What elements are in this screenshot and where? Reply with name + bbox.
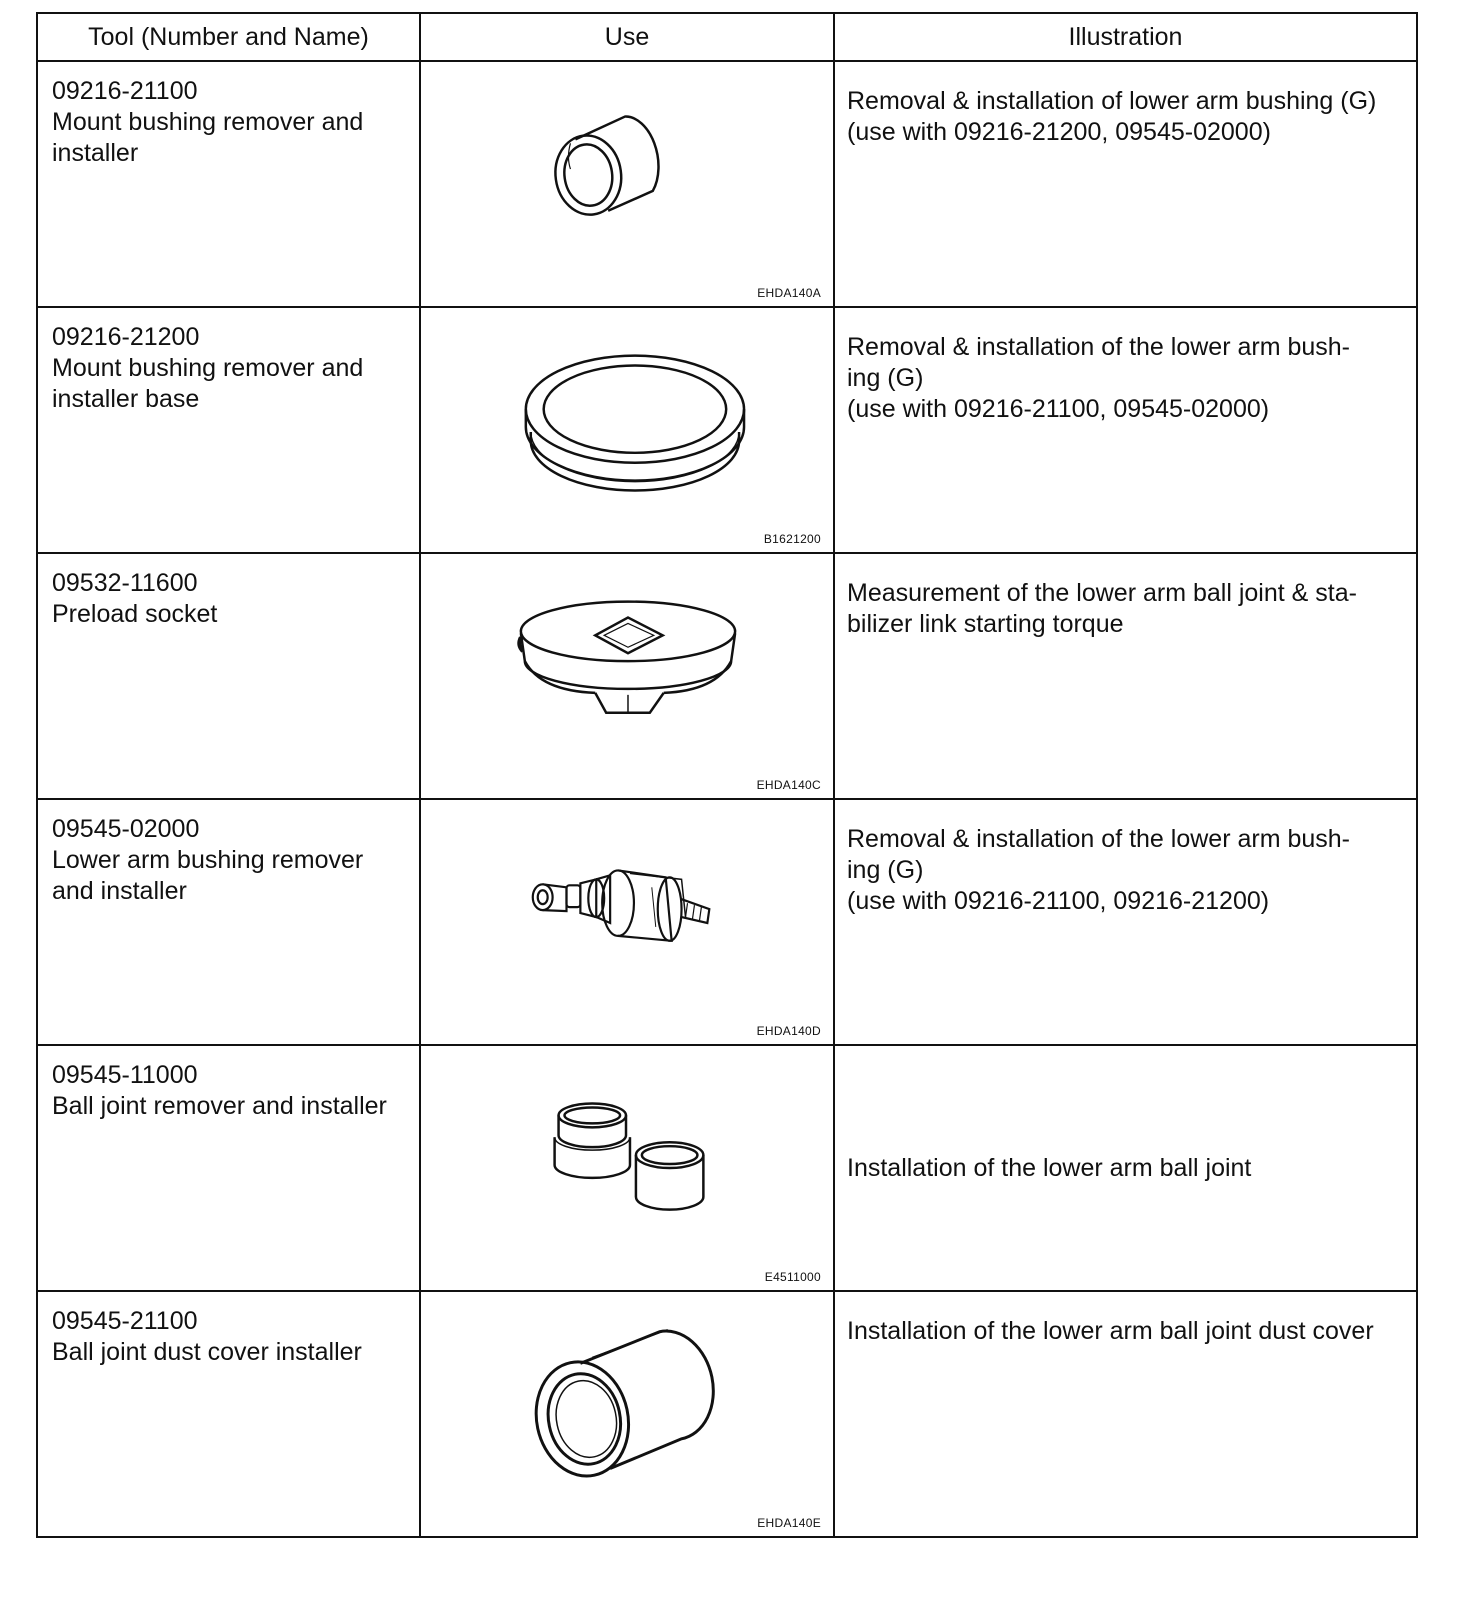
tool-cell [37, 1045, 420, 1291]
header-illustration: Illustration [834, 13, 1417, 61]
tool-name-line: and installer [52, 877, 187, 905]
description-line: Removal & installation of the lower arm bush- [847, 333, 1351, 361]
description-line: Installation of the lower arm ball joint dust cover [847, 1317, 1374, 1345]
illustration-cell [834, 553, 1417, 799]
description-line: Installation of the lower arm ball joint [847, 1153, 1252, 1182]
bushing-puller-icon [421, 800, 833, 1044]
table-row [37, 1045, 1417, 1291]
tool-number: 09545-02000 [52, 815, 200, 843]
tool-name-line: Mount bushing remover and [52, 108, 364, 136]
tool-image-cell [420, 799, 834, 1045]
table-row [37, 553, 1417, 799]
description-line: ing (G) [847, 364, 924, 392]
image-code: EHDA140C [756, 778, 821, 792]
tool-number: 09532-11600 [52, 569, 198, 597]
table-row [37, 61, 1417, 307]
special-tools-table [36, 12, 1418, 1538]
tool-number: 09216-21200 [52, 323, 200, 351]
description-line: Removal & installation of lower arm bushing (G) [847, 87, 1377, 115]
tool-cell [37, 61, 420, 307]
tool-image-cell [420, 61, 834, 307]
illustration-cell [834, 799, 1417, 1045]
illustration-cell [834, 307, 1417, 553]
table-row [37, 799, 1417, 1045]
description-line: Measurement of the lower arm ball joint & sta- [847, 579, 1357, 607]
header-row [37, 13, 1417, 61]
illustration-cell [834, 1291, 1417, 1537]
illustration-cell [834, 1045, 1417, 1291]
table-row [37, 1291, 1417, 1537]
tool-number: 09545-11000 [52, 1061, 198, 1089]
tool-name-line: Ball joint dust cover installer [52, 1338, 362, 1366]
preload-socket-icon [421, 554, 833, 798]
tool-name-line: Preload socket [52, 600, 218, 628]
description-line: (use with 09216-21100, 09216-21200) [847, 887, 1270, 915]
image-code: EHDA140A [757, 286, 821, 300]
tool-name-line: installer [52, 139, 139, 167]
header-tool: Tool (Number and Name) [37, 13, 420, 61]
table-row [37, 307, 1417, 553]
description-line: bilizer link starting torque [847, 610, 1124, 638]
image-code: B1621200 [763, 532, 821, 546]
tool-number: 09545-21100 [52, 1307, 198, 1335]
tool-cell [37, 553, 420, 799]
tool-cell [37, 1291, 420, 1537]
illustration-cell [834, 61, 1417, 307]
bushing-sleeve-icon [421, 62, 833, 306]
tool-cell [37, 307, 420, 553]
tool-image-cell [420, 1045, 834, 1291]
header-use: Use [420, 13, 834, 61]
tool-image-cell [420, 307, 834, 553]
description-line: ing (G) [847, 856, 924, 884]
tool-name-line: Lower arm bushing remover [52, 846, 364, 874]
image-code: EHDA140E [757, 1516, 821, 1530]
dust-cover-installer-icon [421, 1292, 833, 1536]
image-code: E4511000 [764, 1270, 821, 1284]
installer-base-ring-icon [421, 308, 833, 552]
tool-cell [37, 799, 420, 1045]
image-code: EHDA140D [756, 1024, 821, 1038]
tool-name-line: Mount bushing remover and [52, 354, 364, 382]
description-line: Removal & installation of the lower arm bush- [847, 825, 1351, 853]
tool-name-line: installer base [52, 385, 200, 413]
tool-name-line: Ball joint remover and installer [52, 1092, 387, 1120]
tool-image-cell [420, 1291, 834, 1537]
tool-number: 09216-21100 [52, 77, 198, 105]
ball-joint-cups-icon [421, 1046, 833, 1290]
tool-image-cell [420, 553, 834, 799]
description-line: (use with 09216-21200, 09545-02000) [847, 118, 1271, 146]
description-line: (use with 09216-21100, 09545-02000) [847, 395, 1270, 423]
